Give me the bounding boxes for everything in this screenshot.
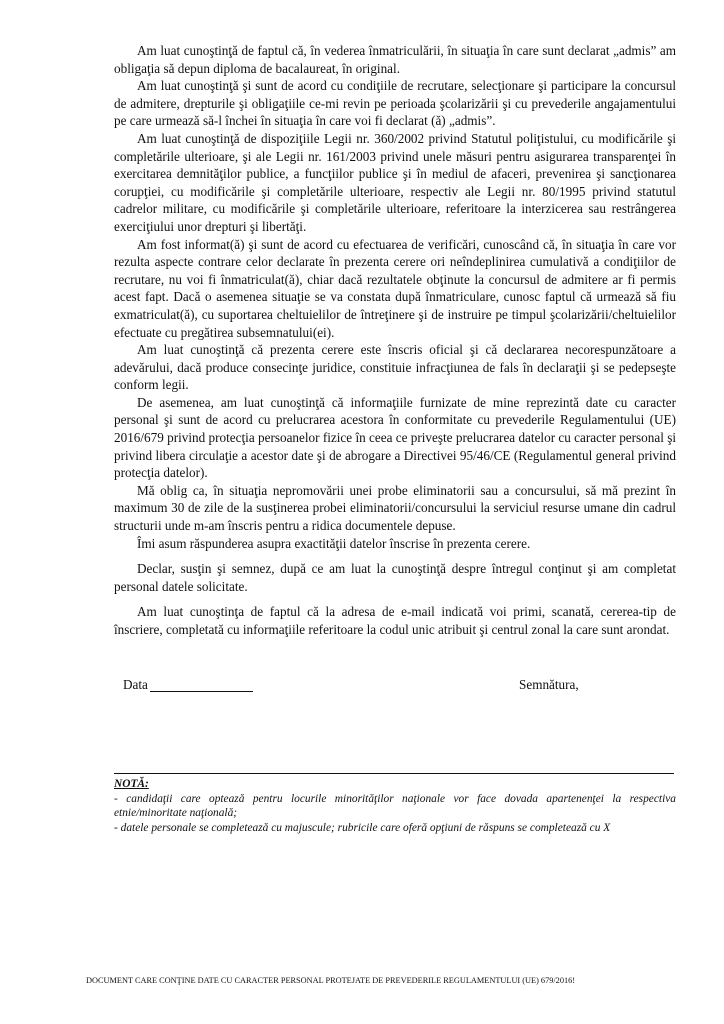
note-item-uppercase: - datele personale se completează cu majuscule; rubricile care oferă opţiuni de răspuns se completează cu X xyxy=(114,821,611,834)
note-section xyxy=(114,777,676,835)
paragraph-admitted-diploma: Am luat cunoştinţă de faptul că, în vederea înmatriculării, în situaţia în care sunt declarat „admis” am obligaţia să depun diploma de bacalaureat, în original. xyxy=(114,43,676,76)
signature-row xyxy=(0,677,724,697)
note-title: NOTĂ: xyxy=(114,778,149,790)
paragraph-legal-provisions: Am luat cunoştinţă de dispoziţiile Legii nr. 360/2002 privind Statutul poliţistului, cu modificările şi completările ulterioare, şi ale Legii nr. 161/2003 privind unele măsuri pentru asigurarea transparenţei în exercitarea demnităţilor publice, a funcţiilor publice şi în mediul de afaceri, prevenirea şi sancţionarea corupţiei, cu modificările şi completările ulterioare, respectiv ale Legii nr. 80/1995 privind statutul cadrelor militare, cu modificările şi completările ulterioare, referitoare la interzicerea sau restrângerea exerciţiului unor drepturi şi libertăţi. xyxy=(114,130,676,234)
paragraph-verification-consent: Am fost informat(ă) şi sunt de acord cu efectuarea de verificări, cunoscând că, în situaţia în care vor rezulta aspecte contrare celor declarate în prezenta cerere ori neîndeplinirea cumulativă a condiţiilor de recrutare, nu voi fi înmatriculat(ă), chiar dacă rezultatele obţinute la concursul de admitere ar fi permis acest fapt. Dacă o asemenea situaţie se va constata după înmatriculare, cunosc faptul că urmează să fiu exmatriculat(ă), cu suportarea cheltuielilor de întreţinere şi de instruire pe timpul şcolarizării/cheltuielilor efectuate cu pregătirea subsemnatului(ei). xyxy=(114,236,676,340)
declaration-body xyxy=(114,42,676,639)
paragraph-declaration: Declar, susţin şi semnez, după ce am luat la cunoştinţă despre întregul conţinut şi am completat personal datele solicitate. xyxy=(114,561,676,594)
date-label: Data xyxy=(123,677,148,692)
paragraph-document-return: Mă oblig ca, în situaţia nepromovării unei probe eliminatorii sau a concursului, să mă prezint în maximum 30 de zile de la susţinerea probei eliminatorii/concursului la serviciul resurse umane din cadrul structurii unde m-am înscris pentru a ridica documentele depuse. xyxy=(114,482,676,534)
footer-warning: DOCUMENT CARE CONŢINE DATE CU CARACTER PERSONAL PROTEJATE DE PREVEDERILE REGULAMENTULUI (UE) 679/2016! xyxy=(86,976,576,985)
note-divider xyxy=(114,773,674,774)
date-field-line[interactable] xyxy=(150,691,253,692)
paragraph-false-declaration: Am luat cunoştinţă că prezenta cerere este înscris oficial şi că declararea necorespunzătoare a adevărului, dacă produce consecinţe juridice, constituie infracţiunea de fals în declaraţii şi se pedepseşte conform legii. xyxy=(114,342,676,393)
paragraph-personal-data: De asemenea, am luat cunoştinţă că informaţiile furnizate de mine reprezintă date cu caracter personal şi sunt de acord cu prelucrarea acestora în conformitate cu prevederile Regulamentului (UE) 2016/679 privind protecţia persoanelor fizice în ceea ce priveşte prelucrarea datelor cu caracter personal şi privind libera circulaţie a acestor date şi de abrogare a Directivei 95/46/CE (Regulamentul general privind protecţia datelor). xyxy=(114,394,676,481)
note-item-minorities: - candidaţii care optează pentru locurile minorităţilor naţionale vor face dovada apartenenţei la respectiva etnie/minoritate naţională; xyxy=(114,792,676,820)
paragraph-responsibility: Îmi asum răspunderea asupra exactităţii datelor înscrise în prezenta cerere. xyxy=(137,535,531,551)
paragraph-email-notice: Am luat cunoştinţa de faptul că la adresa de e-mail indicată voi primi, scanată, cererea-tip de înscriere, completată cu informaţiile referitoare la codul unic atribuit şi centrul zonal la care sunt arondat. xyxy=(114,604,676,637)
signature-label: Semnătura, xyxy=(519,677,579,692)
paragraph-recruitment-conditions: Am luat cunoştinţă şi sunt de acord cu condiţiile de recrutare, selecţionare şi participare la concursul de admitere, drepturile şi obligaţiile ce-mi revin pe perioada şcolarizării şi cu prevederile angajamentului pe care urmează să-l închei în situaţia în care voi fi declarat (ă) „admis”. xyxy=(114,78,676,129)
